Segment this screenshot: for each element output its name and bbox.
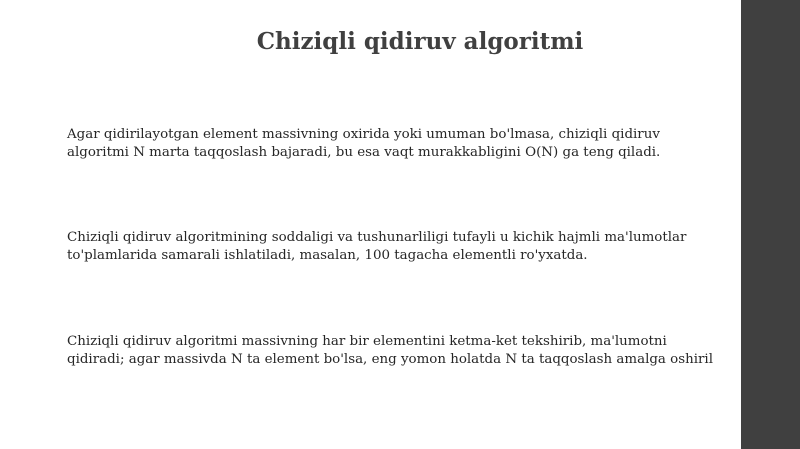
paragraph-1	[67, 126, 787, 162]
paragraph-3-line-2: qidiradi; agar massivda N ta element bo'lsa, eng yomon holatda N ta taqqoslash amalga oshiril	[67, 352, 713, 367]
paragraph-1-line-2: algoritmi N marta taqqoslash bajaradi, bu esa vaqt murakkabligini O(N) ga teng qiladi.	[67, 145, 661, 160]
paragraph-1-line-1: Agar qidirilayotgan element massivning oxirida yoki umuman bo'lmasa, chiziqli qidiruv	[67, 127, 660, 142]
slide-title: Chiziqli qidiruv algoritmi	[256, 28, 584, 55]
side-accent-bar	[741, 0, 800, 449]
paragraph-2-line-2: to'plamlarida samarali ishlatiladi, masalan, 100 tagacha elementli ro'yxatda.	[67, 248, 588, 263]
paragraph-3	[67, 333, 787, 369]
paragraph-3-line-1: Chiziqli qidiruv algoritmi massivning har bir elementini ketma-ket tekshirib, ma'lumotni	[67, 334, 667, 349]
paragraph-2	[67, 229, 787, 265]
paragraph-2-line-1: Chiziqli qidiruv algoritmining soddaligi va tushunarliligi tufayli u kichik hajmli ma'lumotlar	[67, 230, 687, 245]
